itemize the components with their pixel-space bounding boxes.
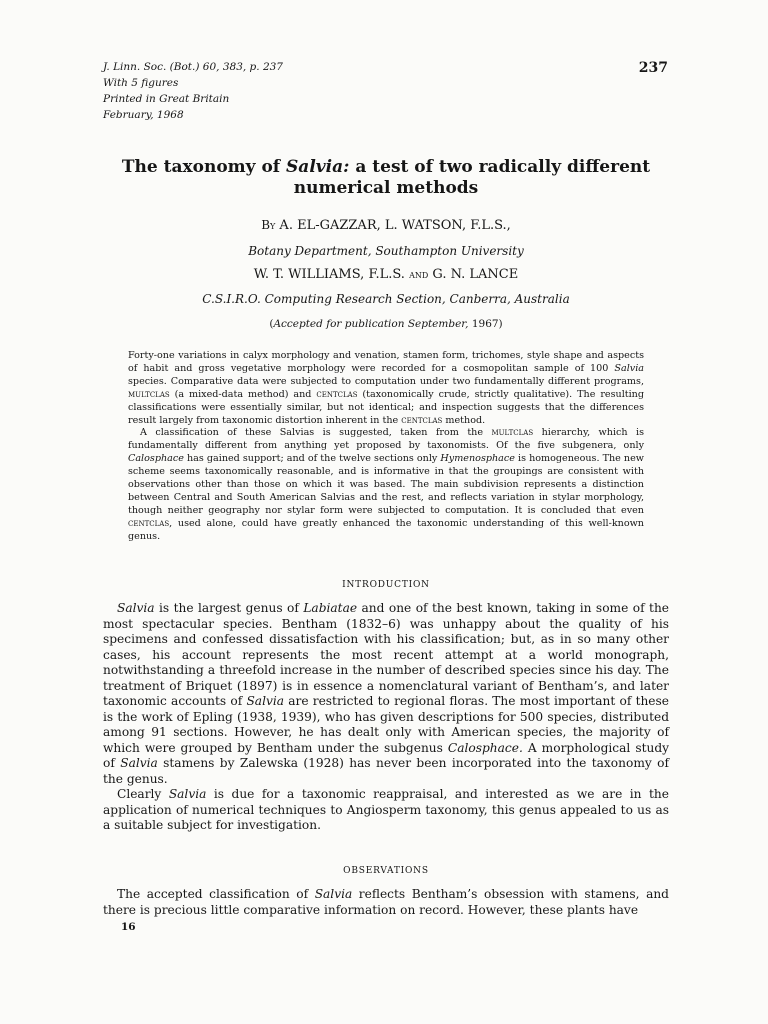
text-run: (a mixed-data method) and [169, 388, 317, 400]
section-heading-introduction: INTRODUCTION [342, 580, 430, 590]
section-heading-observations: OBSERVATIONS [343, 866, 429, 876]
observations-body [103, 887, 669, 918]
by-label: By [261, 218, 276, 232]
affiliation-2: C.S.I.R.O. Computing Research Section, Canberra, Australia [202, 292, 570, 306]
title-line-2: numerical methods [293, 178, 479, 198]
text-run: stamens by Zalewska (1928) has never been incorporated into the taxonomy of the genus. [103, 756, 669, 786]
text-run: (taxonomically crude, strictly qualitative). The resulting classifications were essentially similar, but not identical; and inspection suggests that the differences result largely from taxonomic distortion inherent in the [128, 388, 645, 426]
text-run: , used alone, could have greatly enhanced the taxonomic understanding of this well-known genus. [128, 517, 644, 542]
body-paragraph [103, 887, 669, 918]
abstract-paragraph [128, 427, 644, 543]
title-part: The taxonomy of [121, 157, 287, 177]
text-run: is the largest genus of [154, 601, 304, 615]
introduction-body [103, 601, 669, 834]
author-line-1 [103, 218, 669, 233]
printed-note: Printed in Great Britain [103, 93, 230, 105]
text-run: reflects Bentham’s obsession with stamens, and there is precious little comparative information on record. However, these plants have [103, 887, 669, 917]
text-run: A classification of these Salvias is suggested, taken from the [140, 427, 492, 439]
text-run: and one of the best known, taking in some of the most spectacular species. Bentham (1832–6) was unhappy about the quality of his specimens and confessed dissatisfaction with his classification; but, as in so many other cases, his account represents the most recent attempt at a world monograph, notwithstanding a threefold increase in the number of described species since his day. The treatment of Briquet (1897) is in essence a nomenclatural variant of Bentham’s, and later taxonomic accounts of [103, 601, 670, 708]
subgenus-name: Calosphace [128, 453, 184, 465]
text-run: species. Comparative data were subjected to computation under two fundamentally different programs, [128, 375, 644, 387]
text-run: Clearly [117, 787, 169, 801]
genus-name: Salvia [314, 887, 353, 901]
program-name: multclas [128, 388, 170, 400]
text-run: is homogeneous. The new scheme seems taxonomically reasonable, and is informative in that the groupings are consistent with observations other than those on which it was based. The main subdivision represents a distinction between Central and South American Salvias and the rest, and reflects variation in stylar morphology, though neither geography nor stylar form were subjected to computation. It is concluded that even [128, 453, 644, 516]
body-paragraph [103, 787, 669, 834]
page-number: 237 [638, 60, 668, 76]
text-run: are restricted to regional floras. The most important of these is the work of Epling (1938, 1939), who has given descriptions for 500 species, distributed among 91 sections. However, he has dealt only with American species, the majority of which were grouped by Bentham under the subgenus [103, 694, 669, 755]
signature-mark: 16 [121, 921, 136, 933]
genus-name: Salvia [614, 362, 644, 374]
text-run: The accepted classification of [117, 887, 315, 901]
abstract-paragraph [128, 350, 644, 427]
program-name: centclas [316, 388, 358, 400]
text-run: is due for a taxonomic reappraisal, and interested as we are in the application of numerical techniques to Angiosperm taxonomy, this genus appealed to us as a suitable subject for investigation. [103, 787, 669, 832]
and-label: and [409, 267, 429, 281]
accepted-year: 1967) [468, 318, 503, 330]
program-name: multclas [491, 427, 534, 439]
genus-name: Salvia [168, 787, 207, 801]
text-run: Forty-one variations in calyx morphology and venation, stamen form, trichomes, style shape and aspects of habit and gross vegetative morphology were recorded for a cosmopolitan sample of 100 [128, 350, 644, 374]
author-names: G. N. LANCE [428, 267, 519, 282]
text-run: method. [442, 414, 486, 426]
body-paragraph [103, 601, 669, 787]
program-name: centclas [128, 517, 170, 529]
title-part: a test of two radically different [349, 157, 651, 177]
text-run: A morphological study of [103, 740, 670, 770]
program-name: centclas [401, 414, 443, 426]
journal-citation [103, 59, 283, 123]
genus-name: Salvia [117, 601, 155, 615]
accepted-note [103, 318, 669, 330]
text-run: has gained support; and of the twelve sections only [183, 453, 441, 465]
genus-name: Salvia [246, 694, 285, 708]
author-names: A. EL-GAZZAR, L. WATSON, F.L.S., [275, 218, 511, 233]
author-line-2 [103, 267, 669, 282]
author-names: W. T. WILLIAMS, F.L.S. [253, 267, 410, 282]
genus-name: Salvia [120, 756, 158, 770]
figures-note: With 5 figures [103, 77, 179, 89]
title-genus: Salvia: [286, 157, 350, 177]
paren: ( [269, 318, 274, 330]
publication-date: February, 1968 [103, 109, 184, 121]
subgenus-name: Calosphace. [447, 740, 523, 755]
paper-title [103, 157, 669, 199]
text-run: hierarchy, which is fundamentally different from anything yet proposed by taxonomists. Of the five subgenera, only [128, 427, 644, 452]
abstract [128, 350, 644, 544]
section-name: Hymenosphace [440, 453, 515, 465]
accepted-text: Accepted for publication September, [273, 318, 469, 330]
affiliation-1: Botany Department, Southampton University [248, 244, 524, 258]
journal-citation-line: J. Linn. Soc. (Bot.) 60, 383, p. 237 [103, 61, 283, 73]
family-name: Labiatae [303, 601, 358, 615]
